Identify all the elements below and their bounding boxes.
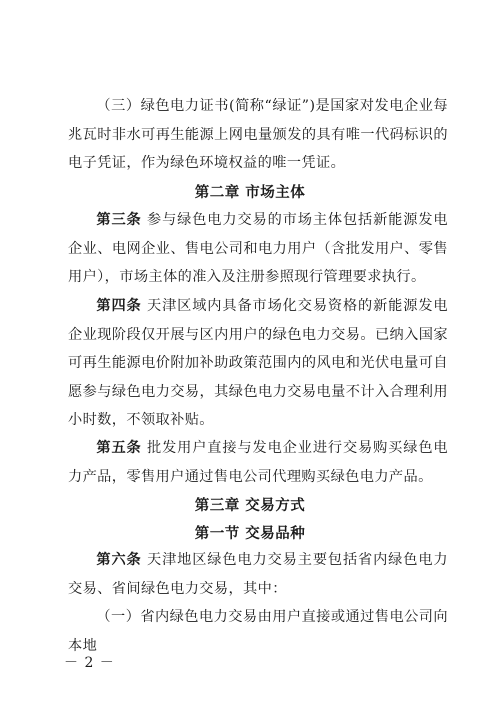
- article-text: 天津地区绿色电力交易主要包括省内绿色电力交易、省间绿色电力交易，其中：: [68, 552, 448, 597]
- article-4: [68, 292, 448, 435]
- article-text: 批发用户直接与发电企业进行交易购买绿色电力产品，零售用户通过售电公司代理购买绿色电力产品。: [68, 440, 448, 485]
- article-5: [68, 434, 448, 491]
- paragraph-green-certificate: [68, 92, 448, 178]
- article-text: 参与绿色电力交易的市场主体包括新能源发电企业、电网企业、售电公司和电力用户（含批发用户、零售用户），市场主体的准入及注册参照现行管理要求执行。: [68, 212, 448, 285]
- paragraph-provincial-trade: [68, 603, 448, 660]
- chapter-2-heading: 第二章 市场主体: [194, 185, 306, 201]
- page-number: － 2 －: [64, 655, 115, 671]
- article-text: 天津区域内具备市场化交易资格的新能源发电企业现阶段仅开展与区内用户的绿色电力交易。已纳入国家可再生能源电价附加补助政策范围内的风电和光伏电量可自愿参与绿色电力交易，其绿色电力交易电量不计入合理利用小时数，不领取补贴。: [68, 298, 448, 428]
- article-label: 第四条: [96, 298, 142, 314]
- article-6: [68, 546, 448, 603]
- article-label: 第三条: [96, 212, 142, 228]
- article-3: [68, 206, 448, 292]
- section-1-heading: 第一节 交易品种: [194, 526, 306, 542]
- article-label: 第五条: [96, 440, 142, 456]
- paragraph-text: （三）绿色电力证书(简称“绿证”)是国家对发电企业每兆瓦时非水可再生能源上网电量颁发的具有唯一代码标识的电子凭证，作为绿色环境权益的唯一凭证。: [68, 98, 448, 171]
- chapter-3-heading: 第三章 交易方式: [194, 498, 306, 514]
- article-label: 第六条: [96, 552, 142, 568]
- paragraph-text: （一）省内绿色电力交易由用户直接或通过售电公司向本地: [68, 609, 448, 654]
